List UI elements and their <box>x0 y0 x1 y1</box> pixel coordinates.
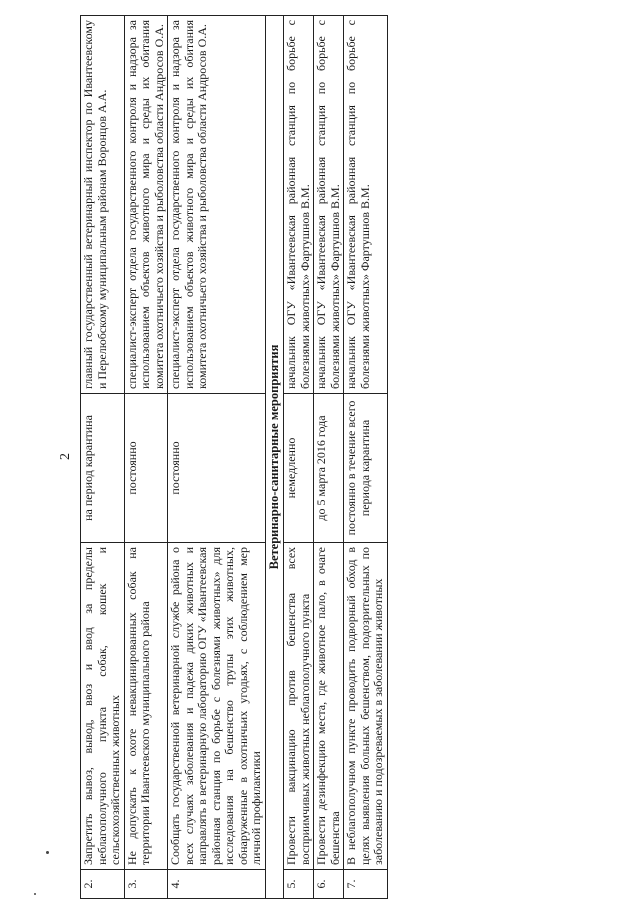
measure-text: Не допускать к охоте невакцинированных собак на территории Ивантеевского муниципального района <box>124 543 168 870</box>
table-row <box>168 16 266 899</box>
deadline-text: до 5 марта 2016 года <box>314 394 344 543</box>
deadline-text: постоянно <box>124 394 168 543</box>
section-title: Ветеринарно-санитарные мероприятия <box>265 16 284 899</box>
row-number: 2. <box>81 870 125 899</box>
responsible-text: начальник ОГУ «Ивантеевская районная станция по борьбе с болезнями животных» Фартушнов В.М. <box>314 16 344 394</box>
table-row <box>344 16 388 899</box>
responsible-text: специалист-эксперт отдела государственного контроля и надзора за использованием объектов животного мира и среды их обитания комитета охотничьего хозяйства и рыболовства области Андросов О.А. <box>124 16 168 394</box>
section-header-row <box>265 16 284 899</box>
row-number: 7. <box>344 870 388 899</box>
measure-text: Провести дезинфекцию места, где животное пало, в очаге бешенства <box>314 543 344 870</box>
measure-text: Запретить вывоз, вывод, ввоз и ввод за пределы неблагополучного пункта собак, кошек и сельскохозяйственных животных <box>81 543 125 870</box>
table-row <box>124 16 168 899</box>
page-number: 2 <box>58 453 73 460</box>
row-number: 4. <box>168 870 266 899</box>
measure-text: Сообщать государственной ветеринарной службе района о всех случаях заболевания и падежа диких животных и направлять в ветеринарную лабораторию ОГУ «Ивантеевская районная станция по борьбе с болезнями животных» для исследования на бешенство трупы этих животных, обнаруженные в охотничьих угодьях, с соблюдением мер личной профилактики <box>168 543 266 870</box>
deadline-text: немедленно <box>284 394 314 543</box>
table-row <box>314 16 344 899</box>
row-number: 6. <box>314 870 344 899</box>
deadline-text: постоянно в течение всего периода карантина <box>344 394 388 543</box>
table-row <box>284 16 314 899</box>
deadline-text: на период карантина <box>81 394 125 543</box>
row-number: 5. <box>284 870 314 899</box>
measures-table <box>80 15 388 899</box>
measure-text: Провести вакцинацию против бешенства всех восприимчивых животных неблагополучного пункта <box>284 543 314 870</box>
responsible-text: главный государственный ветеринарный инспектор по Ивантеевскому и Перелюбскому муниципальным районам Воронцов А.А. <box>81 16 125 394</box>
scan-dust-mark <box>34 893 36 895</box>
responsible-text: начальник ОГУ «Ивантеевская районная станция по борьбе с болезнями животных» Фартушнов В.М. <box>344 16 388 394</box>
measure-text: В неблагополучном пункте проводить подворный обход в целях выявления больных бешенством, подозрительных по заболеванию и подозреваемых в заболевании животных <box>344 543 388 870</box>
scan-dust-mark <box>46 851 49 854</box>
row-number: 3. <box>124 870 168 899</box>
deadline-text: постоянно <box>168 394 266 543</box>
table-row <box>81 16 125 899</box>
responsible-text: специалист-эксперт отдела государственного контроля и надзора за использованием объектов животного мира и среды их обитания комитета охотничьего хозяйства и рыболовства области Андросов О.А. <box>168 16 266 394</box>
responsible-text: начальник ОГУ «Ивантеевская районная станция по борьбе с болезнями животных» Фартушнов В.М. <box>284 16 314 394</box>
